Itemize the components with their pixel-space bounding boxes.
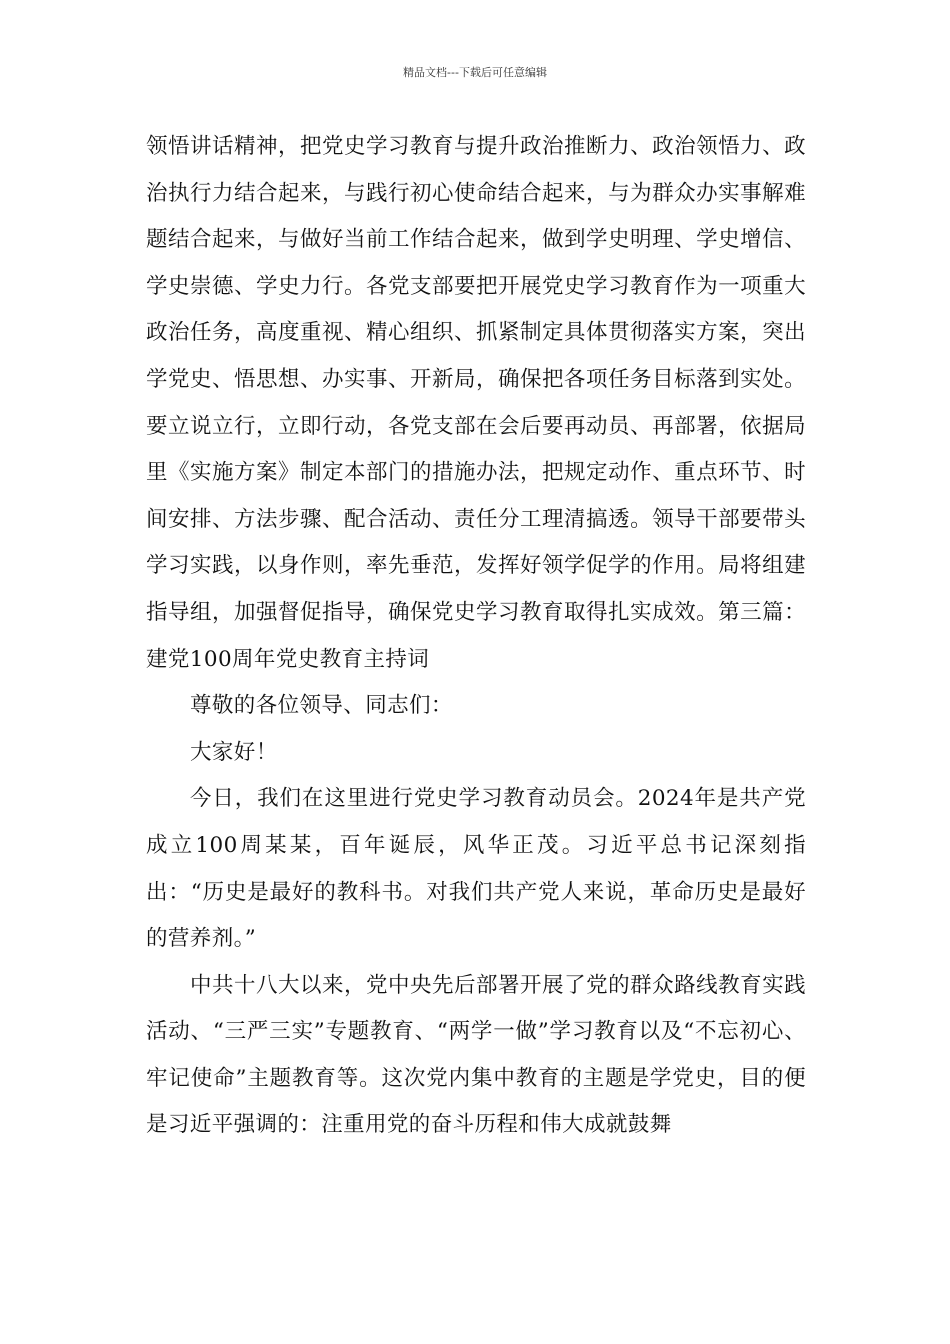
paragraph-history: 中共十八大以来，党中央先后部署开展了党的群众路线教育实践活动、“三严三实”专题教育、“两学一做”学习教育以及“不忘初心、牢记使命”主题教育等。这次党内集中教育的主题是学党史，目的便是习近平强调的：注重用党的奋斗历程和伟大成就鼓舞 — [146, 972, 806, 1138]
page-header: 精品文档---下载后可任意编辑 — [403, 66, 547, 79]
paragraph-greeting: 尊敬的各位领导、同志们： — [190, 693, 453, 719]
paragraph-1: 领悟讲话精神，把党史学习教育与提升政治推断力、政治领悟力、政治执行力结合起来，与践行初心使命结合起来，与为群众办实事解难题结合起来，与做好当前工作结合起来，做到学史明理、学史增信、学史崇德、学史力行。各党支部要把开展党史学习教育作为一项重大政治任务，高度重视、精心组织、抓紧制定具体贯彻落实方案，突出学党史、悟思想、办实事、开新局，确保把各项任务目标落到实处。要立说立行，立即行动，各党支部在会后要再动员、再部署，依据局里《实施方案》制定本部门的措施办法，把规定动作、重点环节、时间安排、方法步骤、配合活动、责任分工理清搞透。领导干部要带头学习实践，以身作则，率先垂范，发挥好领学促学的作用。局将组建指导组，加强督促指导，确保党史学习教育取得扎实成效。第三篇：建党100周年党史教育主持词 — [146, 134, 806, 672]
paragraph-intro: 今日，我们在这里进行党史学习教育动员会。2024年是共产党成立100周某某，百年诞辰，风华正茂。习近平总书记深刻指出：“历史是最好的教科书。对我们共产党人来说，革命历史是最好的营养剂。” — [146, 786, 806, 952]
paragraph-hello: 大家好！ — [190, 739, 278, 765]
document-body — [146, 124, 806, 1149]
